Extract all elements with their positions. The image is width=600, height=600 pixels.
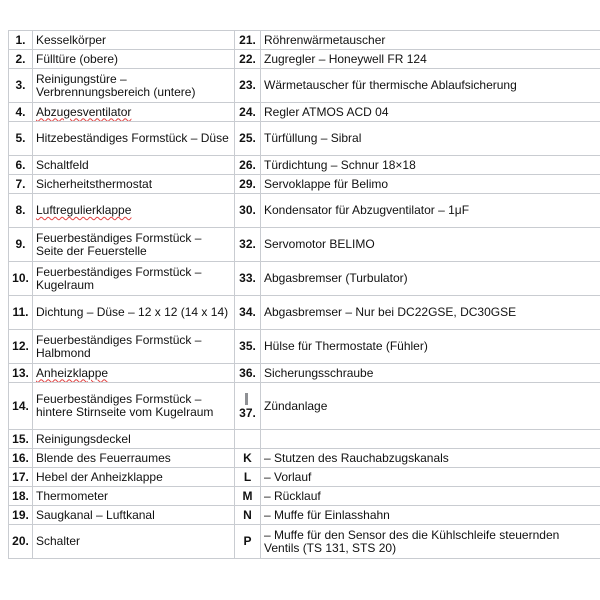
right-item-label: – Stutzen des Rauchabzugskanals [261, 449, 600, 468]
left-item-number: 9. [9, 228, 33, 262]
left-item-label: Feuerbeständiges Formstück – Kugelraum [33, 262, 235, 296]
right-item-label: Türdichtung – Schnur 18×18 [261, 156, 600, 175]
left-item-label: Reinigungsdeckel [33, 430, 235, 449]
left-item-number: 15. [9, 430, 33, 449]
table-row [9, 31, 600, 50]
right-item-number: 23. [235, 69, 261, 103]
left-item-label: Schalter [33, 525, 235, 559]
right-item-letter: N [235, 506, 261, 525]
left-item-label: Blende des Feuerraumes [33, 449, 235, 468]
right-item-number: 36. [235, 364, 261, 383]
table-row [9, 262, 600, 296]
left-item-number: 18. [9, 487, 33, 506]
table-row [9, 430, 600, 449]
left-item-label: Luftregulierklappe [36, 203, 132, 217]
right-item-letter: P [235, 525, 261, 559]
left-item-label: Dichtung – Düse – 12 x 12 (14 x 14) [33, 296, 235, 330]
right-item-label: Wärmetauscher für thermische Ablaufsicherung [261, 69, 600, 103]
table-row [9, 525, 600, 559]
left-item-label: Kesselkörper [33, 31, 235, 50]
left-item-label: Fülltüre (obere) [33, 50, 235, 69]
left-item-number: 6. [9, 156, 33, 175]
table-row [9, 122, 600, 156]
right-item-number: 29. [235, 175, 261, 194]
right-item-label: Abgasbremser – Nur bei DC22GSE, DC30GSE [261, 296, 600, 330]
table-row [9, 330, 600, 364]
left-item-label: Schaltfeld [33, 156, 235, 175]
right-item-label: Abgasbremser (Turbulator) [261, 262, 600, 296]
right-item-label: Zugregler – Honeywell FR 124 [261, 50, 600, 69]
right-item-label: – Vorlauf [261, 468, 600, 487]
table-row [9, 506, 600, 525]
left-item-label: Feuerbeständiges Formstück – Seite der Feuerstelle [33, 228, 235, 262]
table-row [9, 103, 600, 122]
table-row [9, 383, 600, 430]
right-item-letter: K [235, 449, 261, 468]
left-item-number: 13. [9, 364, 33, 383]
left-item-number: 4. [9, 103, 33, 122]
left-item-number: 7. [9, 175, 33, 194]
left-item-label: Abzugesventilator [36, 104, 132, 119]
table-row [9, 487, 600, 506]
left-item-label: Sicherheitsthermostat [33, 175, 235, 194]
right-item-label: Servomotor BELIMO [261, 228, 600, 262]
right-item-number: 32. [235, 228, 261, 262]
table-row [9, 468, 600, 487]
right-item-number: 21. [235, 31, 261, 50]
parts-legend-table [8, 30, 600, 559]
left-item-label: Anheizklappe [36, 365, 109, 380]
right-item-label: Kondensator für Abzugventilator – 1μF [261, 194, 600, 228]
left-item-number: 19. [9, 506, 33, 525]
left-item-label: Reinigungstüre – Verbrennungsbereich (untere) [33, 69, 235, 103]
left-item-number: 20. [9, 525, 33, 559]
right-item-number: 30. [235, 194, 261, 228]
right-item-number: 33. [235, 262, 261, 296]
left-item-number: 11. [9, 296, 33, 330]
left-item-label: Hebel der Anheizklappe [33, 468, 235, 487]
table-row [9, 175, 600, 194]
right-item-label: Türfüllung – Sibral [261, 122, 600, 156]
right-item-letter: M [235, 487, 261, 506]
left-item-label: Thermometer [33, 487, 235, 506]
left-item-label: Feuerbeständiges Formstück – hintere Stirnseite vom Kugelraum [33, 383, 235, 430]
right-item-label: – Muffe für Einlasshahn [261, 506, 600, 525]
right-item-label: Sicherungsschraube [261, 364, 600, 383]
left-item-label: Feuerbeständiges Formstück – Halbmond [33, 330, 235, 364]
table-row [9, 449, 600, 468]
left-item-number: 8. [9, 194, 33, 228]
right-item-label: Servoklappe für Belimo [261, 175, 600, 194]
right-item-number: 22. [235, 50, 261, 69]
right-item-number: 34. [235, 296, 261, 330]
right-item-label [261, 430, 600, 449]
left-item-number: 14. [9, 383, 33, 430]
right-item-label: Zündanlage [261, 383, 600, 430]
right-item-number [235, 430, 261, 449]
table-row [9, 228, 600, 262]
right-item-number: 37. [239, 405, 256, 420]
table-row [9, 364, 600, 383]
table-row [9, 156, 600, 175]
right-item-label: – Rücklauf [261, 487, 600, 506]
right-item-label: – Muffe für den Sensor des die Kühlschleife steuernden Ventils (TS 131, STS 20) [261, 525, 600, 559]
left-item-number: 16. [9, 449, 33, 468]
left-item-number: 3. [9, 69, 33, 103]
right-item-letter: L [235, 468, 261, 487]
table-row [9, 194, 600, 228]
right-item-label: Hülse für Thermostate (Fühler) [261, 330, 600, 364]
left-item-number: 2. [9, 50, 33, 69]
left-item-number: 5. [9, 122, 33, 156]
right-item-number: 35. [235, 330, 261, 364]
left-item-number: 12. [9, 330, 33, 364]
left-item-number: 17. [9, 468, 33, 487]
right-item-number: 26. [235, 156, 261, 175]
cell-marker [245, 393, 248, 405]
left-item-label: Saugkanal – Luftkanal [33, 506, 235, 525]
table-row [9, 69, 600, 103]
left-item-label: Hitzebeständiges Formstück – Düse [33, 122, 235, 156]
left-item-number: 1. [9, 31, 33, 50]
right-item-label: Röhrenwärmetauscher [261, 31, 600, 50]
table-row [9, 296, 600, 330]
right-item-number: 24. [235, 103, 261, 122]
left-item-number: 10. [9, 262, 33, 296]
right-item-number: 25. [235, 122, 261, 156]
right-item-label: Regler ATMOS ACD 04 [261, 103, 600, 122]
table-row [9, 50, 600, 69]
